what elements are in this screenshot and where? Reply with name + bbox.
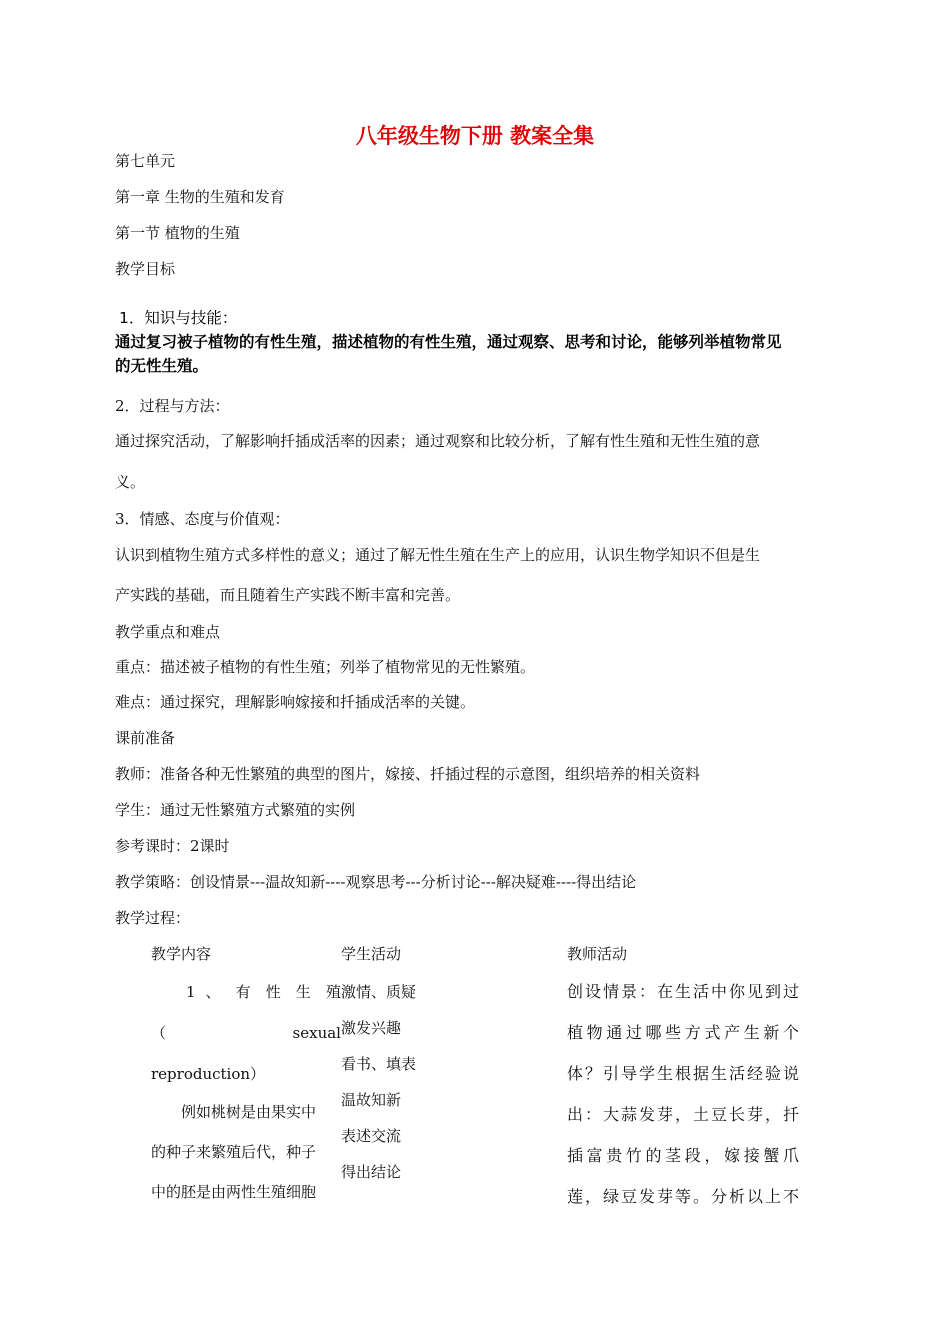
goal1-text-line1: 通过复习被子植物的有性生殖，描述植物的有性生殖，通过观察、思考和讨论，能够列举植物常见 (115, 333, 782, 351)
class-hours: 参考课时：2课时 (115, 837, 230, 855)
goal2-text-line2: 义。 (115, 473, 146, 491)
content-line: 的种子来繁殖后代，种子 (151, 1143, 317, 1161)
content-line: 例如桃树是由果实中 (181, 1103, 317, 1121)
prep-teacher: 教师：准备各种无性繁殖的典型的图片，嫁接、扦插过程的示意图，组织培养的相关资料 (115, 765, 701, 783)
goal1-text-line2: 的无性生殖。 (115, 357, 209, 375)
knowledge-skills-block (115, 306, 835, 378)
student-line: 得出结论 (341, 1163, 402, 1181)
student-line: 看书、填表 (341, 1055, 417, 1073)
content-line: （ sexual (151, 1024, 341, 1042)
teacher-line: 出：大蒜发芽，土豆长芽，扦 (567, 1105, 799, 1124)
student-line: 温故知新 (341, 1091, 402, 1109)
goals-heading: 教学目标 (115, 260, 176, 278)
student-header: 学生活动 (341, 945, 402, 963)
content-header: 教学内容 (151, 945, 212, 963)
teacher-line: 体？引导学生根据生活经验说 (567, 1064, 799, 1083)
goal3-text-line2: 产实践的基础，而且随着生产实践不断丰富和完善。 (115, 586, 461, 604)
student-line: 表述交流 (341, 1127, 402, 1145)
chapter-label: 第一章 生物的生殖和发育 (115, 188, 285, 206)
goal2-text-line1: 通过探究活动，了解影响扦插成活率的因素；通过观察和比较分析，了解有性生殖和无性生殖的意 (115, 432, 761, 450)
teaching-strategy: 教学策略：创设情景---温故知新----观察思考---分析讨论---解决疑难----得出结论 (115, 873, 637, 891)
prep-heading: 课前准备 (115, 729, 176, 747)
goal3-text-line1: 认识到植物生殖方式多样性的意义；通过了解无性生殖在生产上的应用，认识生物学知识不但是生 (115, 546, 761, 564)
unit-label: 第七单元 (115, 152, 176, 170)
content-line: 中的胚是由两性生殖细胞 (151, 1183, 317, 1201)
prep-student: 学生：通过无性繁殖方式繁殖的实例 (115, 801, 356, 819)
document-title: 八年级生物下册 教案全集 (355, 124, 595, 148)
goal2-heading: 2．过程与方法： (115, 397, 230, 415)
teacher-line: 创设情景：在生活中你见到过 (567, 982, 799, 1001)
goal3-heading: 3．情感、态度与价值观： (115, 510, 290, 528)
key-heading: 教学重点和难点 (115, 623, 221, 641)
goal1-heading: 1．知识与技能： (119, 309, 238, 327)
content-line: 1 、 有 性 生 殖 (186, 983, 341, 1001)
teacher-line: 插富贵竹的茎段，嫁接蟹爪 (567, 1146, 799, 1165)
difficult-point: 难点：通过探究，理解影响嫁接和扦插成活率的关键。 (115, 693, 476, 711)
student-line: 激情、质疑 (341, 983, 417, 1001)
process-heading: 教学过程： (115, 909, 191, 927)
student-line: 激发兴趣 (341, 1019, 402, 1037)
teacher-line: 莲，绿豆发芽等。分析以上不 (567, 1187, 799, 1206)
teacher-line: 植物通过哪些方式产生新个 (567, 1023, 799, 1042)
teacher-header: 教师活动 (567, 945, 628, 963)
key-point: 重点：描述被子植物的有性生殖；列举了植物常见的无性繁殖。 (115, 658, 536, 676)
section-label: 第一节 植物的生殖 (115, 224, 240, 242)
content-line: reproduction） (151, 1065, 266, 1083)
